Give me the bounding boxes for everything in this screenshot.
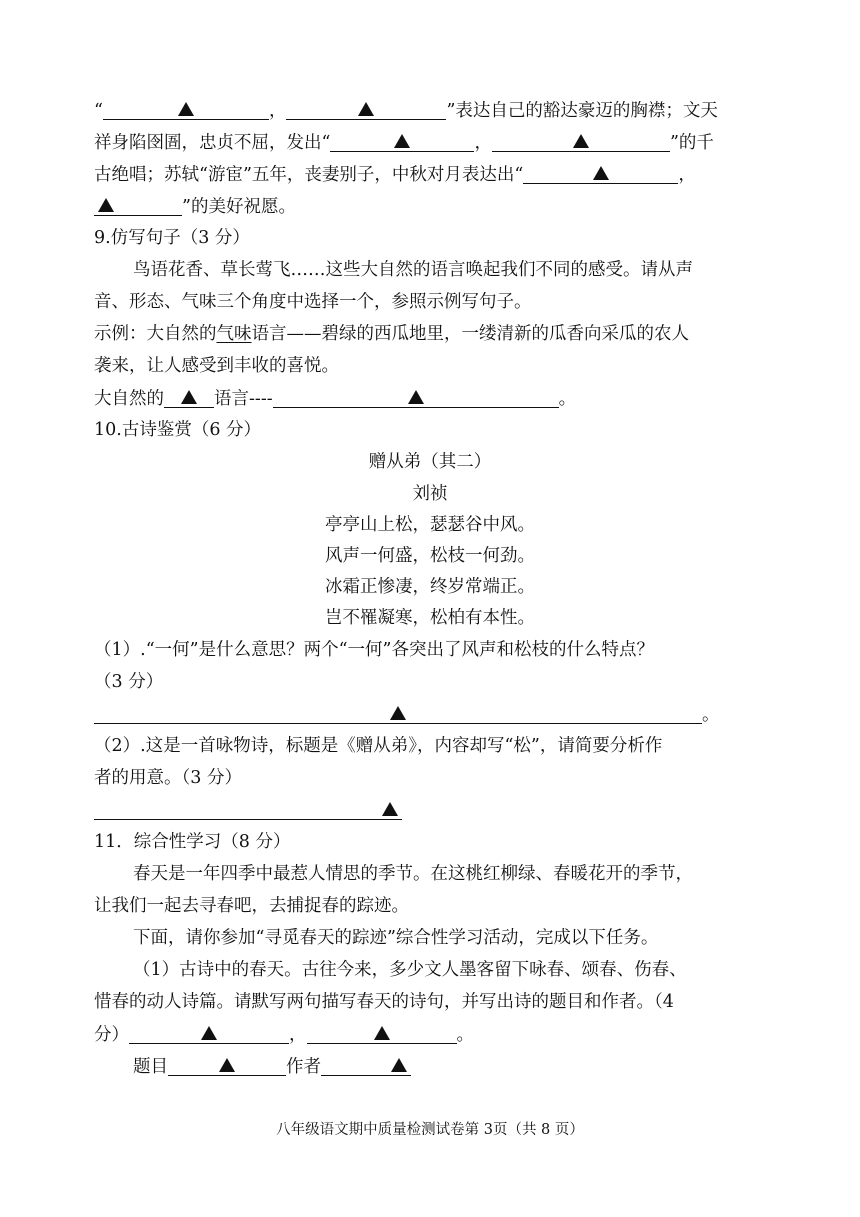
- q8-line-3: [94, 163, 696, 186]
- text: 语言----: [214, 389, 273, 409]
- poem-line: 风声一何盛，松枝一何劲。: [325, 546, 535, 566]
- text: 古绝唱；苏轼“游宦”五年，丧妻别子，中秋对月表达出“: [94, 165, 524, 185]
- answer-blank[interactable]: [307, 1023, 457, 1044]
- triangle-icon: [382, 802, 398, 816]
- q9-prompt-line-2: 音、形态、气味三个角度中选择一个，参照示例写句子。: [94, 292, 532, 312]
- q11-para1-line-2: 让我们一起去寻春吧，去捕捉春的踪迹。: [94, 896, 409, 916]
- text: 。: [456, 1025, 474, 1045]
- q11-task1-line-3: [94, 1023, 474, 1046]
- example-keyword: 气味: [216, 324, 252, 344]
- author-label: 作者: [286, 1057, 321, 1077]
- poem-line: 岂不罹凝寒，松柏有本性。: [325, 608, 535, 628]
- answer-blank[interactable]: [273, 387, 559, 408]
- triangle-icon: [573, 134, 589, 148]
- answer-blank[interactable]: [523, 163, 678, 184]
- triangle-icon: [219, 1058, 235, 1072]
- q10-sub2-line-1: （2）.这是一首咏物诗，标题是《赠从弟》，内容却写“松”，请简要分析作: [94, 736, 663, 756]
- q11-task1-line-2: 惜春的动人诗篇。请默写两句描写春天的诗句，并写出诗的题目和作者。（4: [94, 992, 674, 1012]
- answer-blank[interactable]: [94, 195, 182, 216]
- text: ，: [268, 101, 287, 121]
- poem-author: 刘祯: [412, 484, 448, 504]
- text: ，: [678, 165, 696, 185]
- triangle-icon: [374, 1026, 390, 1040]
- q10-sub2-line-2: 者的用意。（3 分）: [94, 768, 242, 788]
- triangle-icon: [98, 198, 114, 212]
- text: 。: [702, 705, 720, 725]
- q11-para2: 下面，请你参加“寻觅春天的踪迹”综合性学习活动，完成以下任务。: [133, 928, 659, 948]
- triangle-icon: [181, 390, 197, 404]
- text: ，: [474, 133, 492, 153]
- q11-heading: 11．综合性学习（8 分）: [94, 832, 291, 852]
- q11-task1-line-1: （1）古诗中的春天。古往今来，多少文人墨客留下咏春、颂春、伤春、: [133, 960, 687, 980]
- text: ”表达自己的豁达豪迈的胸襟；文天: [446, 101, 718, 121]
- text: 分）: [94, 1025, 129, 1045]
- poem-line: 亭亭山上松，瑟瑟谷中风。: [325, 515, 535, 535]
- answer-blank[interactable]: [94, 799, 402, 820]
- q8-line-1: [94, 99, 718, 122]
- q10-sub1-answer: [94, 703, 720, 726]
- answer-blank[interactable]: [330, 131, 474, 152]
- text: 大自然的: [94, 389, 164, 409]
- text: 语言——碧绿的西瓜地里，一缕清新的瓜香向采瓜的农人: [251, 324, 689, 344]
- q8-line-2: [94, 131, 714, 154]
- q11-para1-line-1: 春天是一年四季中最惹人情思的季节。在这桃红柳绿、春暖花开的季节，: [133, 864, 693, 884]
- text: ，: [289, 1025, 307, 1045]
- q9-prompt-line-1: 鸟语花香、草长莺飞……这些大自然的语言唤起我们不同的感受。请从声: [133, 260, 693, 280]
- triangle-icon: [408, 390, 424, 404]
- triangle-icon: [358, 102, 374, 116]
- q9-heading: 9.仿写句子（3 分）: [94, 228, 250, 248]
- answer-blank[interactable]: [129, 1023, 289, 1044]
- triangle-icon: [391, 1058, 407, 1072]
- text: 祥身陷囹圄，忠贞不屈，发出“: [94, 133, 331, 153]
- text: 示例：大自然的: [94, 324, 217, 344]
- q9-example-line-1: [94, 323, 689, 345]
- triangle-icon: [201, 1026, 217, 1040]
- q10-heading: 10.古诗鉴赏（6 分）: [94, 420, 262, 440]
- q9-answer-line: [94, 387, 576, 410]
- answer-blank[interactable]: [286, 99, 446, 120]
- page-footer: 八年级语文期中质量检测试卷第 3页（共 8 页）: [276, 1122, 584, 1138]
- q10-sub1-line-2: （3 分）: [94, 672, 164, 692]
- q10-sub2-answer: [94, 799, 402, 822]
- triangle-icon: [394, 134, 410, 148]
- text: ”的美好祝愿。: [182, 197, 296, 217]
- answer-blank[interactable]: [164, 387, 214, 408]
- text: ”的千: [669, 133, 714, 153]
- poem-line: 冰霜正惨凄，终岁常端正。: [325, 577, 535, 597]
- q9-example-line-2: 袭来，让人感受到丰收的喜悦。: [94, 356, 339, 376]
- triangle-icon: [390, 706, 406, 720]
- poem-title: 赠从弟（其二）: [368, 452, 492, 472]
- q8-line-4: [94, 195, 296, 218]
- q11-title-author-line: [133, 1055, 411, 1078]
- q10-sub1-line-1: （1）.“一何”是什么意思？两个“一何”各突出了风声和松枝的什么特点？: [94, 640, 654, 660]
- answer-blank[interactable]: [492, 131, 670, 152]
- title-label: 题目: [133, 1057, 168, 1077]
- answer-blank[interactable]: [94, 703, 702, 724]
- triangle-icon: [178, 102, 194, 116]
- text: 。: [558, 389, 577, 409]
- triangle-icon: [593, 166, 609, 180]
- answer-blank[interactable]: [103, 99, 269, 120]
- title-blank[interactable]: [168, 1055, 286, 1076]
- author-blank[interactable]: [321, 1055, 411, 1076]
- text: “: [94, 101, 103, 121]
